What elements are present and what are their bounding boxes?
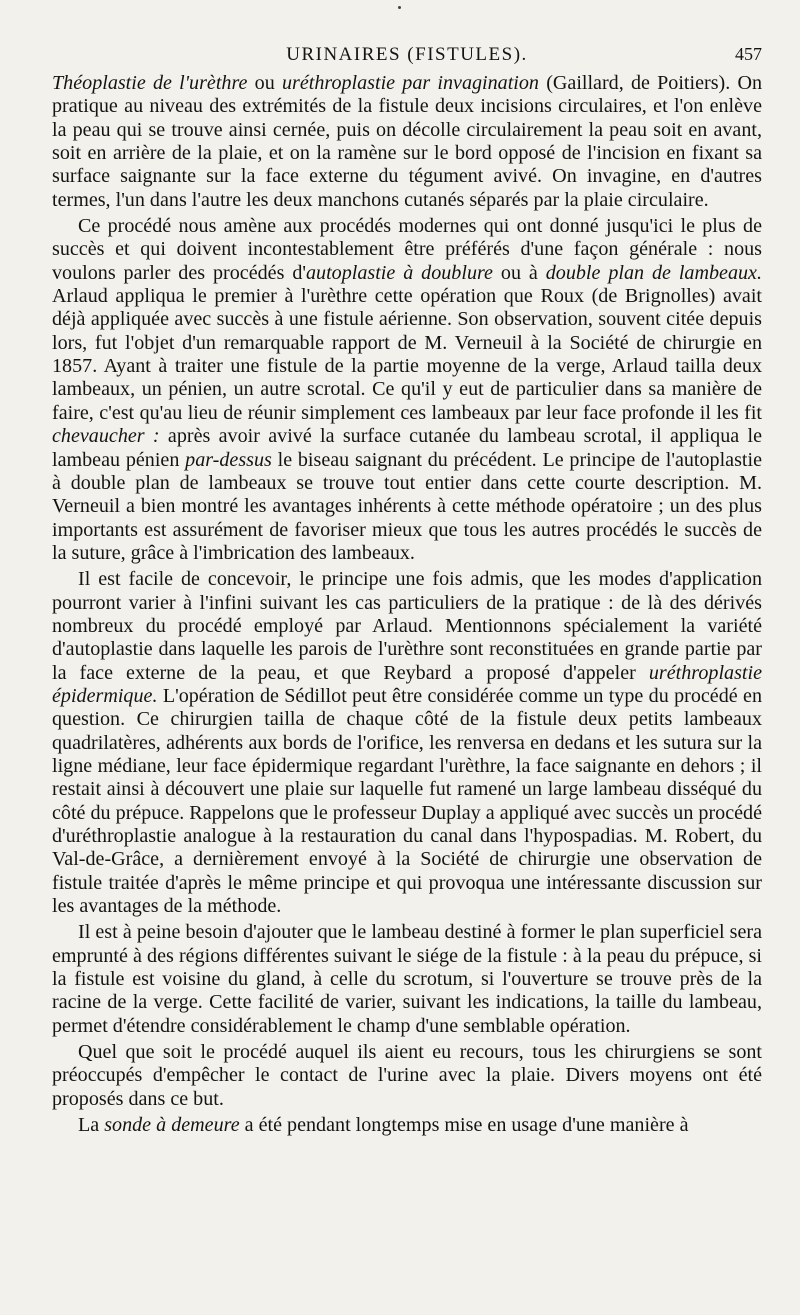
italic-text: sonde à demeure bbox=[104, 1114, 240, 1137]
text-run: Ce procédé nous amène aux procédés modernes qui ont donné jusqu'ici le plus de succès et qui doivent incontestablement être préférés d'une façon générale : nous voulons parler des procédés d' bbox=[52, 215, 762, 284]
text-run: ou à bbox=[492, 261, 546, 284]
italic-text: Théoplastie de l'urèthre bbox=[52, 72, 248, 94]
paragraph bbox=[52, 1041, 762, 1111]
text-run: (Gaillard, de Poitiers). On pratique au niveau des extrémités de la fistule deux incisions circulaires, et l'on enlève la peau qui se trouve ainsi cernée, puis on décolle circulairement la peau soit en avant, soit en arrière de la plaie, et on la ramène sur le bord opposé de l'incision en fixant sa surface saignante sur la face externe du tégument avivé. On invagine, en d'autres termes, l'un dans l'autre les deux manchons cutanés séparés par la plaie circulaire. bbox=[52, 72, 763, 211]
italic-text: double plan de lambeaux. bbox=[545, 261, 762, 284]
body-text bbox=[52, 72, 762, 1137]
italic-text: chevaucher : bbox=[52, 425, 160, 448]
italic-text: uréthroplastie par invagination bbox=[281, 72, 539, 94]
paragraph bbox=[52, 72, 762, 212]
text-run: le biseau saignant du précédent. Le principe de l'autoplastie à double plan de lambeaux se trouve tout entier dans cette courte description. M. Verneuil a bien montré les avantages inhérents à cette méthode opératoire ; un des plus importants est assurément de favoriser mieux que tous les autres procédés le succès de la suture, grâce à l'imbrication des lambeaux. bbox=[52, 448, 762, 564]
running-header bbox=[52, 38, 762, 72]
text-run: Il est à peine besoin d'ajouter que le lambeau destiné à former le plan superficiel sera emprunté à des régions différentes suivant le siége de la fistule : à la peau du prépuce, si la fistule est voisine du gland, à celle du scrotum, si l'ouverture se trouve près de la racine de la verge. Cette facilité de varier, suivant les indications, la taille du lambeau, permet d'étendre considérablement le champ d'une semblable opération. bbox=[52, 921, 762, 1037]
page-number: 457 bbox=[735, 44, 762, 64]
text-run: ou bbox=[247, 72, 282, 94]
text-run: Arlaud appliqua le premier à l'urèthre cette opération que Roux (de Brignolles) avait déjà appliquée avec succès à une fistule aérienne. Son observation, souvent citée depuis lors, fut l'objet d'un remarquable rapport de M. Verneuil à la Société de chirurgie en 1857. Ayant à traiter une fistule de la partie moyenne de la verge, Arlaud tailla deux lambeaux, un pénien, un autre scrotal. Ce qu'il y eut de particulier dans sa manière de faire, c'est qu'au lieu de réunir simplement ces lambeaux par leur face profonde il les fit bbox=[52, 285, 762, 424]
paragraph bbox=[52, 1114, 762, 1137]
printer-mark bbox=[398, 6, 401, 9]
text-run: Il est facile de concevoir, le principe une fois admis, que les modes d'application pourront varier à l'infini suivant les cas particuliers de la pratique : de là des dérivés nombreux du procédé employé par Arlaud. Mentionnons spécialement la variété d'autoplastie dans laquelle les parois de l'urèthre sont reconstituées en grande partie par la face externe de la peau, et que Reybard a proposé d'appeler bbox=[52, 568, 762, 684]
text-run: Quel que soit le procédé auquel ils aient eu recours, tous les chirurgiens se sont préoccupés d'empêcher le contact de l'urine avec la plaie. Divers moyens ont été proposés dans ce but. bbox=[52, 1041, 762, 1110]
paragraph bbox=[52, 921, 762, 1038]
text-run: après avoir avivé la surface cutanée du lambeau scrotal, il appliqua le lambeau pénien bbox=[52, 425, 762, 471]
italic-text: uréthroplastie épidermique. bbox=[52, 661, 762, 707]
text-run: L'opération de Sédillot peut être considérée comme un type du procédé en question. Ce chirurgien tailla de chaque côté de la fistule deux petits lambeaux quadrilatères, adhérents aux bords de l'orifice, les renversa en dedans et les sutura sur la ligne médiane, leur face épidermique regardant l'urèthre, la face saignante en dehors ; il restait ainsi à découvert une plaie sur laquelle fut ramené un large lambeau disséqué du côté du prépuce. Rappelons que le professeur Duplay a appliqué avec succès un procédé d'uréthroplastie analogue à la restauration du canal dans l'hypospadias. M. Robert, du Val-de-Grâce, a dernièrement envoyé à la Société de chirurgie une observation de fistule traitée d'après le même principe et qui provoqua une intéressante discussion sur les avantages de la méthode. bbox=[52, 684, 762, 918]
text-run: a été pendant longtemps mise en usage d'une manière à bbox=[239, 1114, 689, 1137]
italic-text: par-dessus bbox=[185, 448, 272, 471]
paragraph bbox=[52, 568, 762, 918]
text-run: La bbox=[78, 1114, 105, 1137]
paragraph bbox=[52, 215, 762, 565]
running-title: URINAIRES (FISTULES). bbox=[286, 44, 528, 65]
italic-text: autoplastie à doublure bbox=[306, 261, 493, 284]
